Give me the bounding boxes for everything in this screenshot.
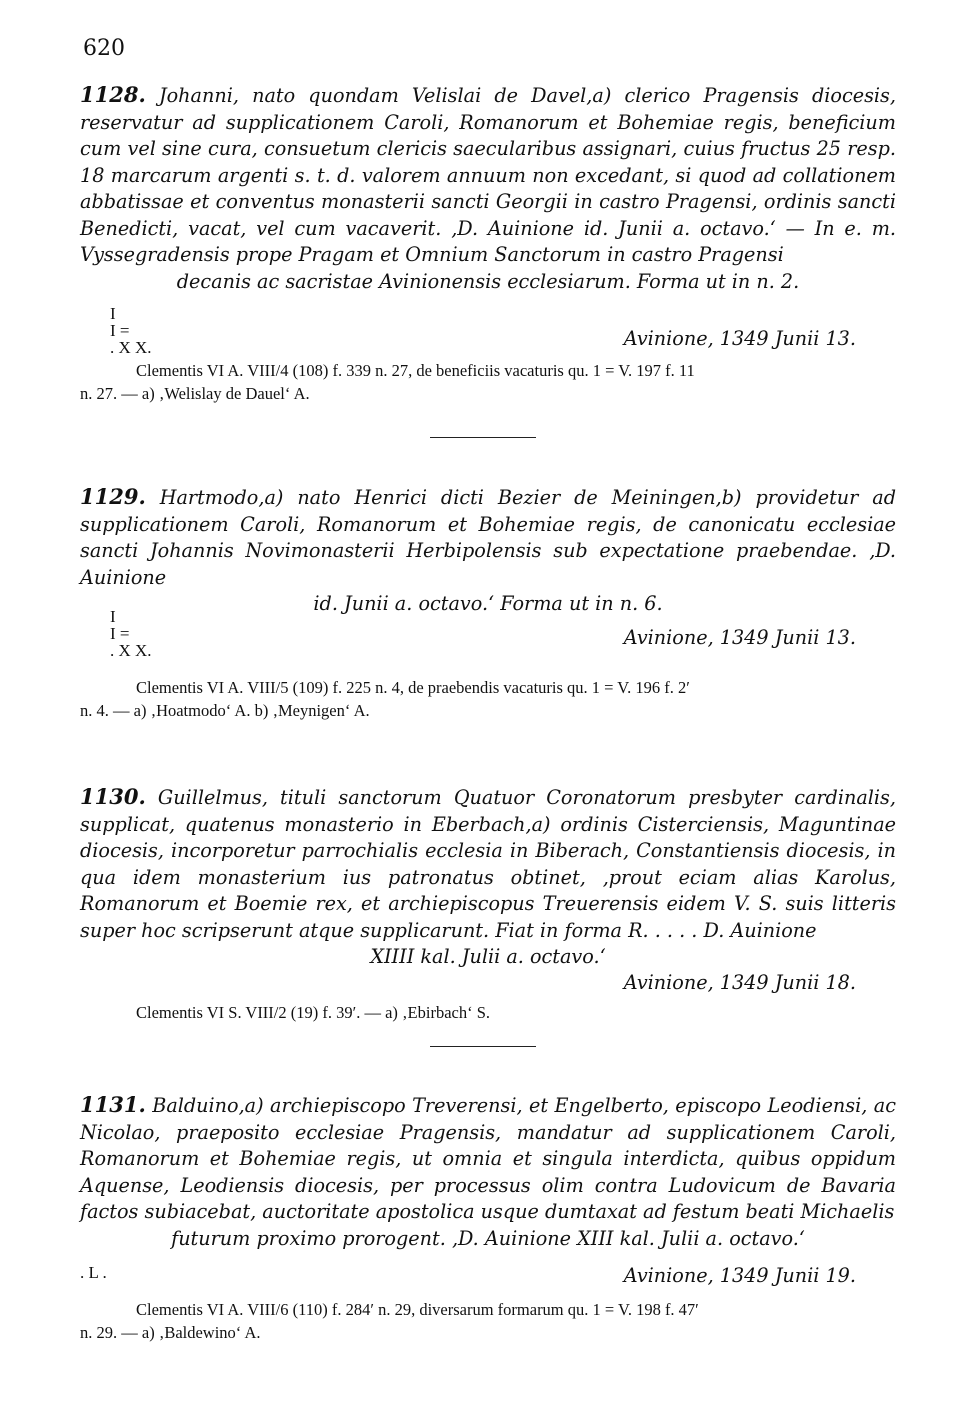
source-reference: Clementis VI A. VIII/6 (110) f. 284′ n. 29, diversarum formarum qu. 1 = V. 198 f. 47′ <box>136 1300 699 1319</box>
entry-date: Avinione, 1349 Junii 19. <box>623 1264 856 1287</box>
signature-mark: I I = . X X. <box>110 304 152 357</box>
entry-number: 1131. <box>80 1092 146 1117</box>
source-reference: Clementis VI A. VIII/4 (108) f. 339 n. 27, de beneficiis vacaturis qu. 1 = V. 197 f. 11 <box>136 361 695 380</box>
entry-text: Guillelmus, tituli sanctorum Quatuor Coronatorum presbyter cardinalis, supplicat, quatenus monasterio in Eberbach,a) ordinis Cisterciensis, Maguntinae diocesis, incorporetur parrochialis ecclesia in Biberach, Constantiensis diocesis, in qua idem monasterium ius patronatus obtinet, ‚prout eciam alias Karolus, Romanorum et Boemie rex, et archiepiscopus Treuerensis eidem V. S. suis litteris super hoc scripserunt atque supplicarunt. Fiat in forma R. . . . . D. Auinione <box>80 786 896 942</box>
entry-continuation: id. Junii a. octavo.‘ Forma ut in n. 6. <box>313 592 663 615</box>
signature-mark: . L . <box>80 1263 107 1282</box>
entry-text: Balduino,a) archiepiscopo Treverensi, et Engelberto, episcopo Leodiensi, ac Nicolao, praeposito ecclesiae Pragensis, mandatur ad supplicationem Caroli, Romanorum et Bohemiae regis, ut omnia et singula interdicta, quibus oppidum Aquense, Leodiensis diocesis, per processus olim contra Ludovicum de Bavaria factos subiacebat, auctoritate apostolica usque dumtaxat ad festum beati Michaelis <box>80 1094 896 1223</box>
entry-number: 1130. <box>80 784 146 809</box>
entry-text: Johanni, nato quondam Velislai de Davel,a) clerico Pragensis diocesis, reservatur ad supplicationem Caroli, Romanorum et Bohemiae regis, beneficium cum vel sine cura, consuetum clericis saecularibus assignari, cuius fructus 25 resp. 18 marcarum argenti s. t. d. valorem annuum non excedant, si quod ad collationem abbatissae et conventus monasterii sancti Georgii in castro Pragensi, ordinis sancti Benedicti, vacat, vel cum vacaverit. ‚D. Auinione id. Junii a. octavo.‘ — In e. m. Vyssegradensis prope Pragam et Omnium Sanctorum in castro Pragensi <box>80 84 896 266</box>
footnote: n. 4. — a) ‚Hoatmodo‘ A. b) ‚Meynigen‘ A. <box>80 700 370 720</box>
entry-continuation: futurum proximo prorogent. ‚D. Auinione XIII kal. Julii a. octavo.‘ <box>171 1226 805 1250</box>
page-number: 620 <box>83 36 125 61</box>
entry-text: Hartmodo,a) nato Henrici dicti Bezier de Meiningen,b) providetur ad supplicationem Caroli, Romanorum et Bohemiae regis, de canonicatu ecclesiae sancti Johannis Novimonasterii Herbipolensis sub expectatione praebendae. ‚D. Auinione <box>80 486 896 589</box>
source-reference: Clementis VI S. VIII/2 (19) f. 39′. — a) ‚Ebirbach‘ S. <box>136 1002 491 1022</box>
entry-number: 1129. <box>80 484 146 509</box>
entry-continuation: XIIII kal. Julii a. octavo.‘ <box>370 945 606 968</box>
signature-mark: I I = . X X. <box>110 606 152 660</box>
entry-1129 <box>80 484 896 722</box>
entry-date: Avinione, 1349 Junii 13. <box>623 327 856 350</box>
separator-rule <box>430 1046 536 1047</box>
footnote: n. 29. — a) ‚Baldewino‘ A. <box>80 1323 261 1342</box>
entry-number: 1128. <box>80 82 146 107</box>
entry-continuation: decanis ac sacristae Avinionensis ecclesiarum. Forma ut in n. 2. <box>176 269 800 293</box>
footnote: n. 27. — a) ‚Welislay de Dauel‘ A. <box>80 384 310 403</box>
entry-1131 <box>80 1092 896 1344</box>
source-reference: Clementis VI A. VIII/5 (109) f. 225 n. 4, de praebendis vacaturis qu. 1 = V. 196 f. 2′ <box>136 677 690 697</box>
separator-rule <box>430 437 536 438</box>
entry-date: Avinione, 1349 Junii 18. <box>623 970 856 994</box>
entry-1128 <box>80 82 896 405</box>
entry-1130 <box>80 784 896 1024</box>
entry-date: Avinione, 1349 Junii 13. <box>623 625 856 649</box>
